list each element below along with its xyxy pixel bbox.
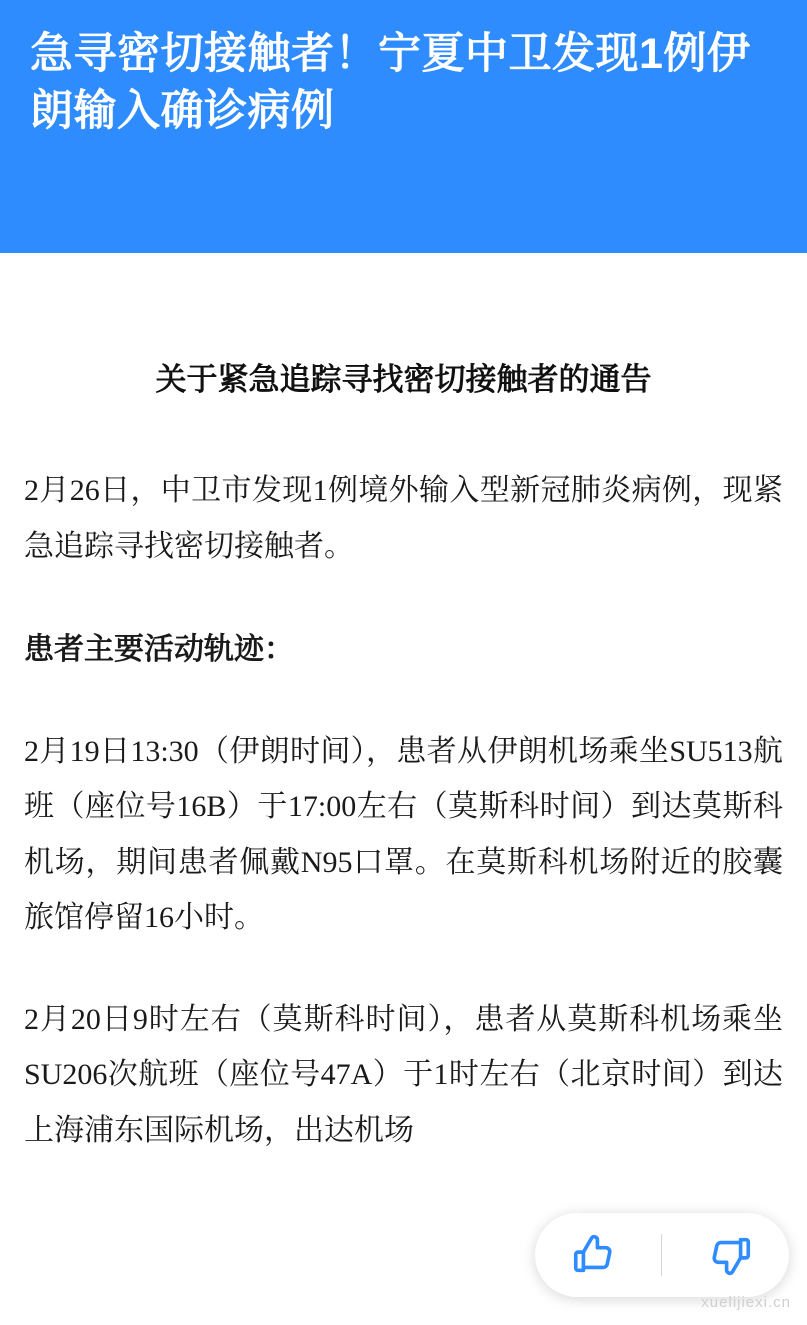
- article-paragraph: 2月19日13:30（伊朗时间），患者从伊朗机场乘坐SU513航班（座位号16B）于17:00左右（莫斯科时间）到达莫斯科机场，期间患者佩戴N95口罩。在莫斯科机场附近的胶囊旅馆停留16小时。: [24, 734, 783, 935]
- article-paragraph: 2月20日9时左右（莫斯科时间），患者从莫斯科机场乘坐SU206次航班（座位号47A）于1时左右（北京时间）到达上海浦东国际机场，出达机场: [24, 1002, 783, 1147]
- header-banner: [0, 0, 807, 253]
- article-title: 关于紧急追踪寻找密切接触者的通告: [155, 362, 652, 397]
- like-button[interactable]: [545, 1213, 641, 1297]
- reaction-divider: [661, 1234, 662, 1276]
- article-paragraph-heading: 患者主要活动轨迹：: [24, 633, 294, 667]
- thumbs-up-icon: [570, 1232, 616, 1278]
- reaction-bar: [535, 1213, 789, 1297]
- page-title: 急寻密切接触者！宁夏中卫发现1例伊朗输入确诊病例: [30, 30, 751, 135]
- thumbs-down-icon: [708, 1232, 754, 1278]
- dislike-button[interactable]: [683, 1213, 779, 1297]
- article-paragraph: 2月26日，中卫市发现1例境外输入型新冠肺炎病例，现紧急追踪寻找密切接触者。: [24, 474, 783, 563]
- article-body: [0, 253, 807, 1158]
- watermark: xuelijiexi.cn: [701, 1294, 791, 1311]
